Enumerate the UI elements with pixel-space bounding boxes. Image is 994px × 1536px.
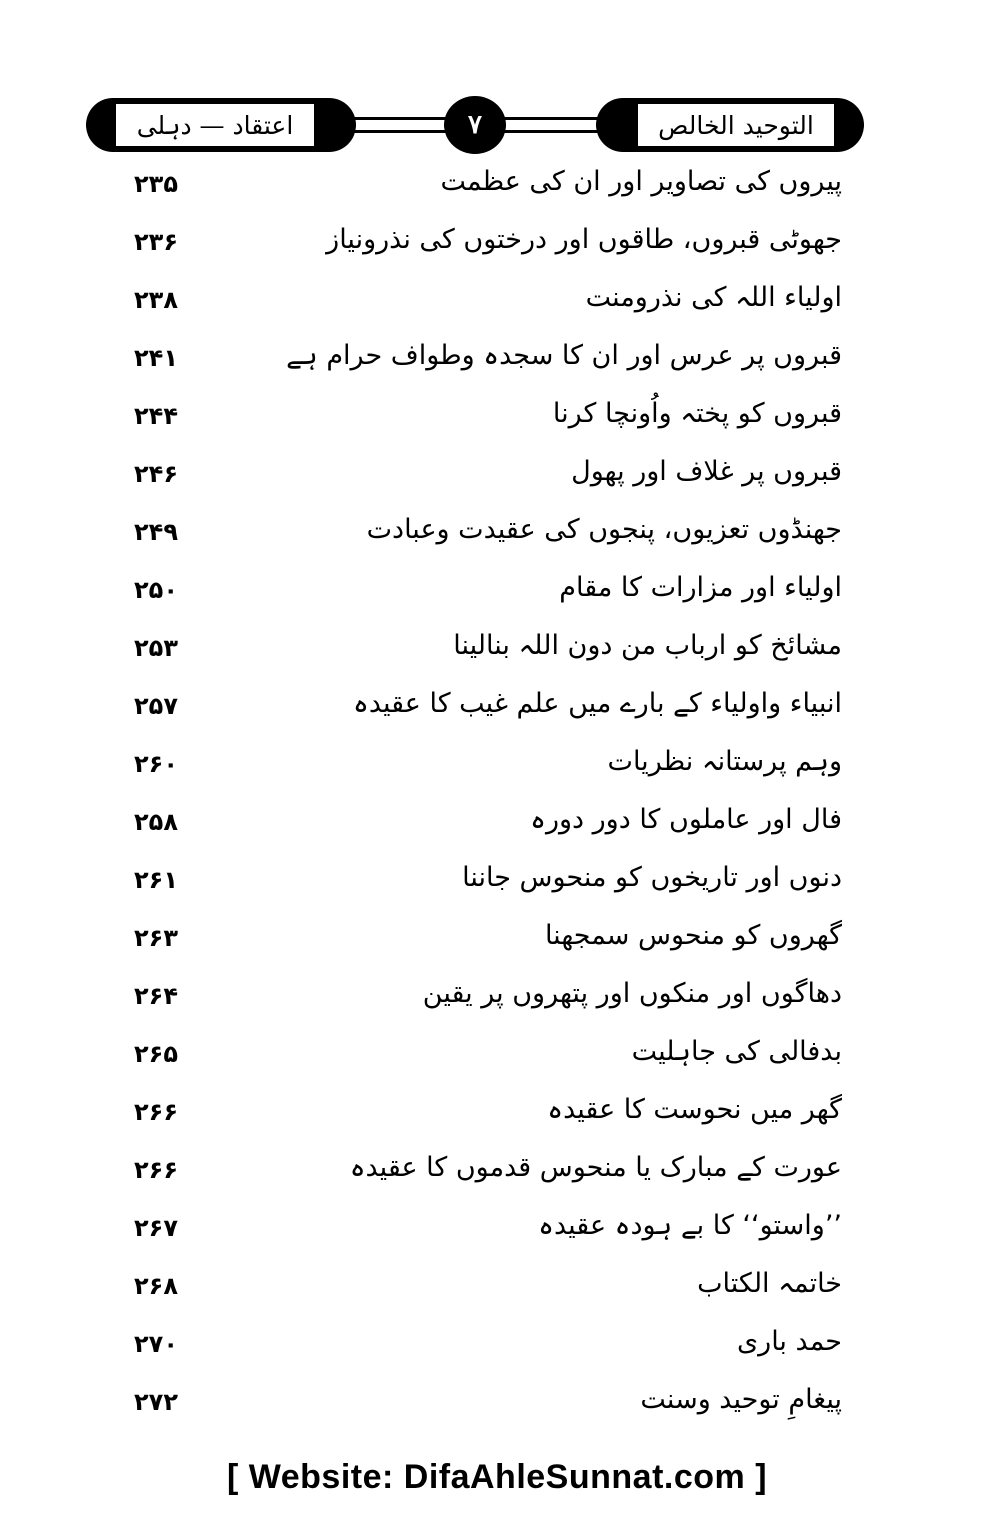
toc-entry-title: جھوٹی قبروں، طاقوں اور درختوں کی نذرونیاز xyxy=(326,224,842,255)
toc-entry-title: مشائخ کو ارباب من دون اللہ بنالینا xyxy=(453,630,842,661)
book-title: التوحید الخالص xyxy=(638,104,834,146)
chapter-title-scroll xyxy=(86,98,356,152)
toc-entry-title: حمد باری xyxy=(737,1326,842,1357)
toc-entry-page: ۲۷۲ xyxy=(134,1388,178,1416)
toc-entry-page: ۲۵۷ xyxy=(134,692,178,720)
toc-entry-page: ۲۵۸ xyxy=(134,808,178,836)
toc-entry-title: بدفالی کی جاہلیت xyxy=(631,1036,842,1067)
toc-row xyxy=(0,218,994,276)
toc-row xyxy=(0,1088,994,1146)
toc-entry-title: وہم پرستانہ نظریات xyxy=(607,746,842,777)
toc-entry-page: ۲۳۶ xyxy=(134,228,178,256)
toc-row xyxy=(0,566,994,624)
toc-entry-title: دھاگوں اور منکوں اور پتھروں پر یقین xyxy=(422,978,842,1009)
toc-row xyxy=(0,160,994,218)
toc-entry-title: پیروں کی تصاویر اور ان کی عظمت xyxy=(440,166,842,197)
toc-row xyxy=(0,1378,994,1436)
toc-row xyxy=(0,740,994,798)
toc-row xyxy=(0,276,994,334)
toc-entry-page: ۲۶۰ xyxy=(134,750,178,778)
website-footer: [ Website: DifaAhleSunnat.com ] xyxy=(226,1458,768,1496)
toc-entry-title: ’’واستو‘‘ کا بے ہودہ عقیدہ xyxy=(538,1210,842,1241)
toc-entry-title: خاتمہ الکتاب xyxy=(697,1268,842,1299)
toc-entry-page: ۲۴۶ xyxy=(134,460,178,488)
toc-row xyxy=(0,392,994,450)
toc-entry-title: گھروں کو منحوس سمجھنا xyxy=(544,920,842,951)
toc-entry-title: عورت کے مبارک یا منحوس قدموں کا عقیدہ xyxy=(349,1152,842,1183)
page-number-badge: ۷ xyxy=(444,96,506,154)
toc-entry-page: ۲۳۵ xyxy=(134,170,178,198)
toc-entry-title: فال اور عاملوں کا دور دورہ xyxy=(530,804,842,835)
toc-entry-page: ۲۶۸ xyxy=(134,1272,178,1300)
toc-entry-page: ۲۶۱ xyxy=(134,866,178,894)
toc-entry-title: قبروں پر غلاف اور پھول xyxy=(571,456,842,487)
toc-entry-title: دنوں اور تاریخوں کو منحوس جاننا xyxy=(462,862,842,893)
toc-row xyxy=(0,1262,994,1320)
toc-entry-page: ۲۶۳ xyxy=(134,924,178,952)
toc-row xyxy=(0,508,994,566)
toc-entry-page: ۲۵۰ xyxy=(134,576,178,604)
toc-entry-page: ۲۴۴ xyxy=(134,402,178,430)
chapter-title: اعتقاد — دہلی xyxy=(116,104,314,146)
toc-entry-title: گھر میں نحوست کا عقیدہ xyxy=(547,1094,842,1125)
book-title-scroll xyxy=(596,98,864,152)
toc-row xyxy=(0,1146,994,1204)
toc-row xyxy=(0,798,994,856)
toc-row xyxy=(0,914,994,972)
toc-entry-page: ۲۴۹ xyxy=(134,518,178,546)
toc-row xyxy=(0,1320,994,1378)
toc-row xyxy=(0,856,994,914)
toc-entry-page: ۲۴۱ xyxy=(134,344,178,372)
toc-entry-page: ۲۵۳ xyxy=(134,634,178,662)
toc-entry-page: ۲۶۶ xyxy=(134,1156,178,1184)
toc-entry-title: انبیاء واولیاء کے بارے میں علم غیب کا عقیدہ xyxy=(353,688,842,719)
toc-entry-title: جھنڈوں تعزیوں، پنجوں کی عقیدت وعبادت xyxy=(366,514,842,545)
toc-row xyxy=(0,624,994,682)
toc-entry-page: ۲۶۷ xyxy=(134,1214,178,1242)
toc-entry-title: پیغامِ توحید وسنت xyxy=(640,1384,842,1415)
toc-row xyxy=(0,682,994,740)
toc-entry-page: ۲۳۸ xyxy=(134,286,178,314)
toc-row xyxy=(0,1204,994,1262)
toc-row xyxy=(0,972,994,1030)
toc-entry-page: ۲۶۵ xyxy=(134,1040,178,1068)
toc-entry-title: اولیاء اور مزارات کا مقام xyxy=(559,572,842,603)
toc-row xyxy=(0,450,994,508)
toc-entry-title: اولیاء اللہ کی نذرومنت xyxy=(585,282,842,313)
toc-row xyxy=(0,334,994,392)
toc-entry-page: ۲۶۶ xyxy=(134,1098,178,1126)
toc-entry-title: قبروں کو پختہ واُونچا کرنا xyxy=(552,398,842,429)
toc-entry-page: ۲۶۴ xyxy=(134,982,178,1010)
toc-entry-title: قبروں پر عرس اور ان کا سجدہ وطواف حرام ہے xyxy=(286,340,842,371)
page-header xyxy=(86,96,864,154)
toc-row xyxy=(0,1030,994,1088)
toc-entry-page: ۲۷۰ xyxy=(134,1330,178,1358)
